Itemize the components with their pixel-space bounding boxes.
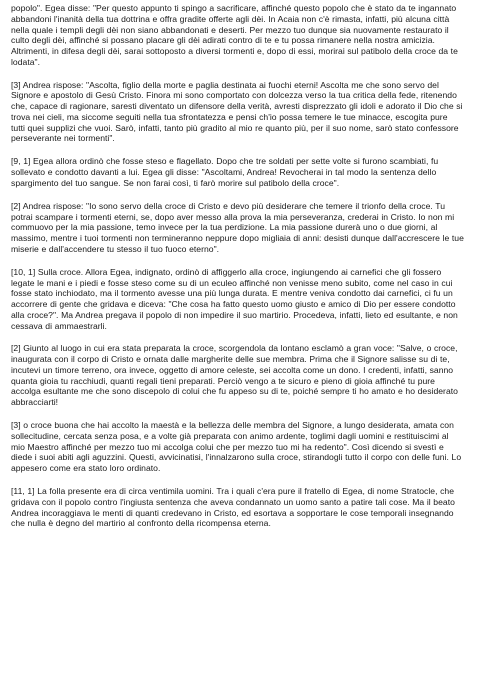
- paragraph: [9, 1] Egea allora ordinò che fosse steso e flagellato. Dopo che tre soldati per sette volte si furono scambiati, fu sollevato e condotto davanti a lui. Egea gli disse: "Ascoltami, Andrea! Revocherai in tal modo la sentenza dello spargimento del tuo sangue. Se non farai così, ti farò morire sul patibolo della croce".: [11, 156, 439, 188]
- paragraph: [2] Andrea rispose: "Io sono servo della croce di Cristo e devo più desiderare che temere il trionfo della croce. Tu potrai scampare i tormenti eterni, se, dopo aver messo alla prova la mia perseveranza, crederai in Cristo. Io non mi commuovo per la mia passione, temo invece per la tua perdizione. La mia passione durerà uno o due giorni, al massimo, mentre i tuoi tormenti non termineranno neppure dopo migliaia di anni: desisti dunque dall'accrescere le tue miserie e dall'accendere tu stesso il tuo fuoco eterno".: [11, 200, 464, 254]
- paragraph: [3] o croce buona che hai accolto la maestà e la bellezza delle membra del Signore, a lungo desiderata, amata con sollecitudine, cercata senza posa, e a volte già preparata con animo ardente, toglimi dagli uomini e restituiscimi al mio Maestro affinché per mezzo tuo mi accolga colui che per mezzo tuo mi ha redento". Così dicendo si svestì e diede i suoi abiti agli aguzzini. Questi, avvicinatisi, l'innalzarono sulla croce, stirandogli tutto il corpo con delle funi. Lo appesero come era stato loro ordinato.: [11, 420, 462, 474]
- paragraph: popolo". Egea disse: "Per questo appunto ti spingo a sacrificare, affinché questo popolo che è stato da te ingannato abbandoni l'inanità della tua dottrina e offra gradite offerte agli dèi. In Acaia non c'è rimasta, infatti, più alcuna città nella quale i templi degli dèi non siano abbandonati e deserti. Per mezzo tuo dunque sia nuovamente restaurato il culto degli dèi, affinché si possano placare gli dèi adirati contro di te e tu possa rimanere nella nostra amicizia. Altrimenti, in difesa degli dèi, sarai sottoposto a diversi tormenti e, dopo di essi, morirai sul patibolo della croce da te lodata".: [11, 3, 458, 67]
- paragraph: [2] Giunto al luogo in cui era stata preparata la croce, scorgendola da lontano esclamò a gran voce: "Salve, o croce, inaugurata con il corpo di Cristo e ornata dalle margherite delle sue membra. Prima che il Signore salisse su di te, incutevi un timore terreno, ora invece, oggetto di amore celeste, sei accolta come un dono. I credenti, infatti, sanno quanta gioia tu racchiudi, quanti regali tieni preparati. Perciò vengo a te sicuro e pieno di gioia affinché tu pure accolga esultante me che sono discepolo di colui che fu appeso su di te, poiché sempre ti ho amato e ho desiderato abbracciarti!: [11, 343, 458, 408]
- paragraph: [3] Andrea rispose: "Ascolta, figlio della morte e paglia destinata ai fuochi eterni! Ascolta me che sono servo del Signore e apostolo di Gesù Cristo. Finora mi sono comportato con dolcezza verso la tua critica della fede, ritenendo che, capace di ragionare, saresti diventato un difensore della verità, avresti disprezzato gli idoli e adorato il Dio che si trova nei cieli, ma siccome seguiti nella tua sfrontatezza e pensi ch'io possa temere le tue minacce, escogita pure tutti quei supplizi che vuoi. Sarò, infatti, tanto più gradito al mio re quanto più, per il suo nome, sarò stato confessore perseverante nei tormenti".: [11, 79, 463, 144]
- paragraph: [11, 1] La folla presente era di circa ventimila uomini. Tra i quali c'era pure il fratello di Egea, di nome Stratocle, che gridava con il popolo contro l'ingiusta sentenza che aveva condannato un uomo santo a patire tali cose. Ma il beato Andrea incoraggiava le menti di quanti credevano in Cristo, ed esortava a sopportare le cose temporali insegnando che nulla è degno del martirio al confronto della ricompensa eterna.: [11, 486, 455, 529]
- paragraph: [10, 1] Sulla croce. Allora Egea, indignato, ordinò di affiggerlo alla croce, ingiungendo ai carnefici che gli fossero legate le mani e i piedi e fosse steso come su di un eculeo affinché non venisse meno subito, come nel caso in cui fosse stato inchiodato, ma il tormento avesse una più lunga durata. E mentre veniva condotto dai carnefici, ci fu un accorrere di gente che gridava e diceva: "Che cosa ha fatto questo uomo giusto e amico di Dio per essere condotto alla croce?". Ma Andrea pregava il popolo di non impedire il suo martirio. Procedeva, infatti, lieto ed esultante, e non cessava di ammaestrarli.: [11, 266, 458, 331]
